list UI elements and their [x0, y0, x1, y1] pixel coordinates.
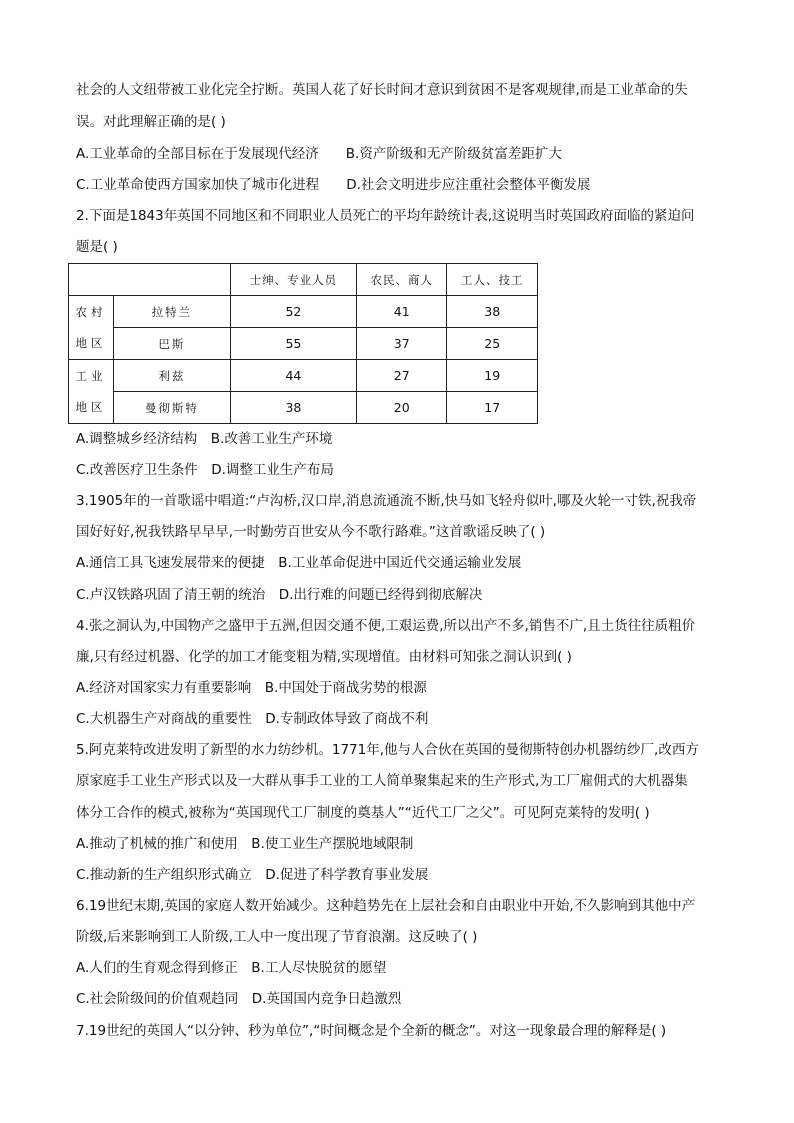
table-header-cell: 工人、技工 — [447, 264, 538, 296]
q4-options-line1: A.经济对国家实力有重要影响 B.中国处于商战劣势的根源 — [76, 680, 427, 696]
value-cell: 19 — [447, 360, 538, 392]
place-cell: 利兹 — [114, 360, 231, 392]
q1-stem-line1: 社会的人文纽带被工业化完全拧断。英国人花了好长时间才意识到贫困不是客观规律,而是工业革命的失 — [76, 82, 688, 98]
q3-options-line1: A.通信工具飞速发展带来的便捷 B.工业革命促进中国近代交通运输业发展 — [76, 555, 522, 571]
region-cell: 地区 — [69, 392, 114, 424]
q4-stem-line2: 廉,只有经过机器、化学的加工才能变粗为精,实现增值。由材料可知张之洞认识到( ) — [76, 649, 572, 665]
value-cell: 41 — [356, 296, 447, 328]
value-cell: 37 — [356, 328, 447, 360]
value-cell: 17 — [447, 392, 538, 424]
death-age-table — [68, 263, 538, 424]
table-row — [69, 328, 538, 360]
table-row — [69, 296, 538, 328]
table-header-cell: 农民、商人 — [356, 264, 447, 296]
place-cell: 拉特兰 — [114, 296, 231, 328]
q1-options-line1: A.工业革命的全部目标在于发展现代经济 B.资产阶级和无产阶级贫富差距扩大 — [76, 146, 562, 162]
table-header-row — [69, 264, 538, 296]
q5-stem-line1: 5.阿克莱特改进发明了新型的水力纺纱机。1771年,他与人合伙在英国的曼彻斯特创办机器纺纱厂,改西方 — [76, 742, 699, 758]
q4-options-line2: C.大机器生产对商战的重要性 D.专制政体导致了商战不利 — [76, 711, 429, 727]
table-header-cell: 士绅、专业人员 — [230, 264, 356, 296]
q3-options-line2: C.卢汉铁路巩固了清王朝的统治 D.出行难的问题已经得到彻底解决 — [76, 587, 483, 603]
q3-stem-line2: 国好好好,祝我铁路早早早,一时勤劳百世安从今不歌行路难。”这首歌谣反映了( ) — [76, 524, 546, 540]
q2-stem-line1: 2.下面是1843年英国不同地区和不同职业人员死亡的平均年龄统计表,这说明当时英国政府面临的紧迫问 — [76, 208, 695, 224]
q5-stem-line2: 原家庭手工业生产形式以及一大群从事手工业的工人简单聚集起来的生产形式,为工厂雇佣式的大机器集 — [76, 773, 688, 789]
table-row — [69, 360, 538, 392]
value-cell: 20 — [356, 392, 447, 424]
value-cell: 52 — [230, 296, 356, 328]
q6-options-line1: A.人们的生育观念得到修正 B.工人尽快脱贫的愿望 — [76, 960, 387, 976]
q3-stem-line1: 3.1905年的一首歌谣中唱道:“卢沟桥,汉口岸,消息流通流不断,快马如飞轻舟似叶,哪及火轮一寸铁,祝我帝 — [76, 493, 697, 509]
value-cell: 44 — [230, 360, 356, 392]
q5-stem-line3: 体分工合作的模式,被称为“英国现代工厂制度的奠基人”“近代工厂之父”。可见阿克莱特的发明( ) — [76, 805, 650, 821]
table-corner-cell — [69, 264, 231, 296]
value-cell: 38 — [447, 296, 538, 328]
q6-stem-line2: 阶级,后来影响到工人阶级,工人中一度出现了节育浪潮。这反映了( ) — [76, 929, 478, 945]
value-cell: 25 — [447, 328, 538, 360]
q5-options-line1: A.推动了机械的推广和使用 B.使工业生产摆脱地域限制 — [76, 836, 414, 852]
q5-options-line2: C.推动新的生产组织形式确立 D.促进了科学教育事业发展 — [76, 867, 429, 883]
q6-options-line2: C.社会阶级间的价值观趋同 D.英国国内竞争日趋激烈 — [76, 991, 402, 1007]
value-cell: 38 — [230, 392, 356, 424]
q2-options-line1: A.调整城乡经济结构 B.改善工业生产环境 — [76, 431, 333, 447]
region-cell: 工业 — [69, 360, 114, 392]
q1-stem-line2: 误。对此理解正确的是( ) — [76, 114, 226, 130]
place-cell: 曼彻斯特 — [114, 392, 231, 424]
q2-options-line2: C.改善医疗卫生条件 D.调整工业生产布局 — [76, 462, 334, 478]
q7-stem-line1: 7.19世纪的英国人“以分钟、秒为单位”,“时间概念是个全新的概念”。对这一现象最合理的解释是( ) — [76, 1023, 667, 1039]
value-cell: 27 — [356, 360, 447, 392]
q2-stem-line2: 题是( ) — [76, 239, 118, 255]
q4-stem-line1: 4.张之洞认为,中国物产之盛甲于五洲,但因交通不便,工艰运费,所以出产不多,销售不广,且土货往往质粗价 — [76, 618, 696, 634]
q6-stem-line1: 6.19世纪末期,英国的家庭人数开始减少。这种趋势先在上层社会和自由职业中开始,不久影响到其他中产 — [76, 898, 696, 914]
table-row — [69, 392, 538, 424]
region-cell: 地区 — [69, 328, 114, 360]
region-cell: 农村 — [69, 296, 114, 328]
q1-options-line2: C.工业革命使西方国家加快了城市化进程 D.社会文明进步应注重社会整体平衡发展 — [76, 177, 591, 193]
place-cell: 巴斯 — [114, 328, 231, 360]
value-cell: 55 — [230, 328, 356, 360]
